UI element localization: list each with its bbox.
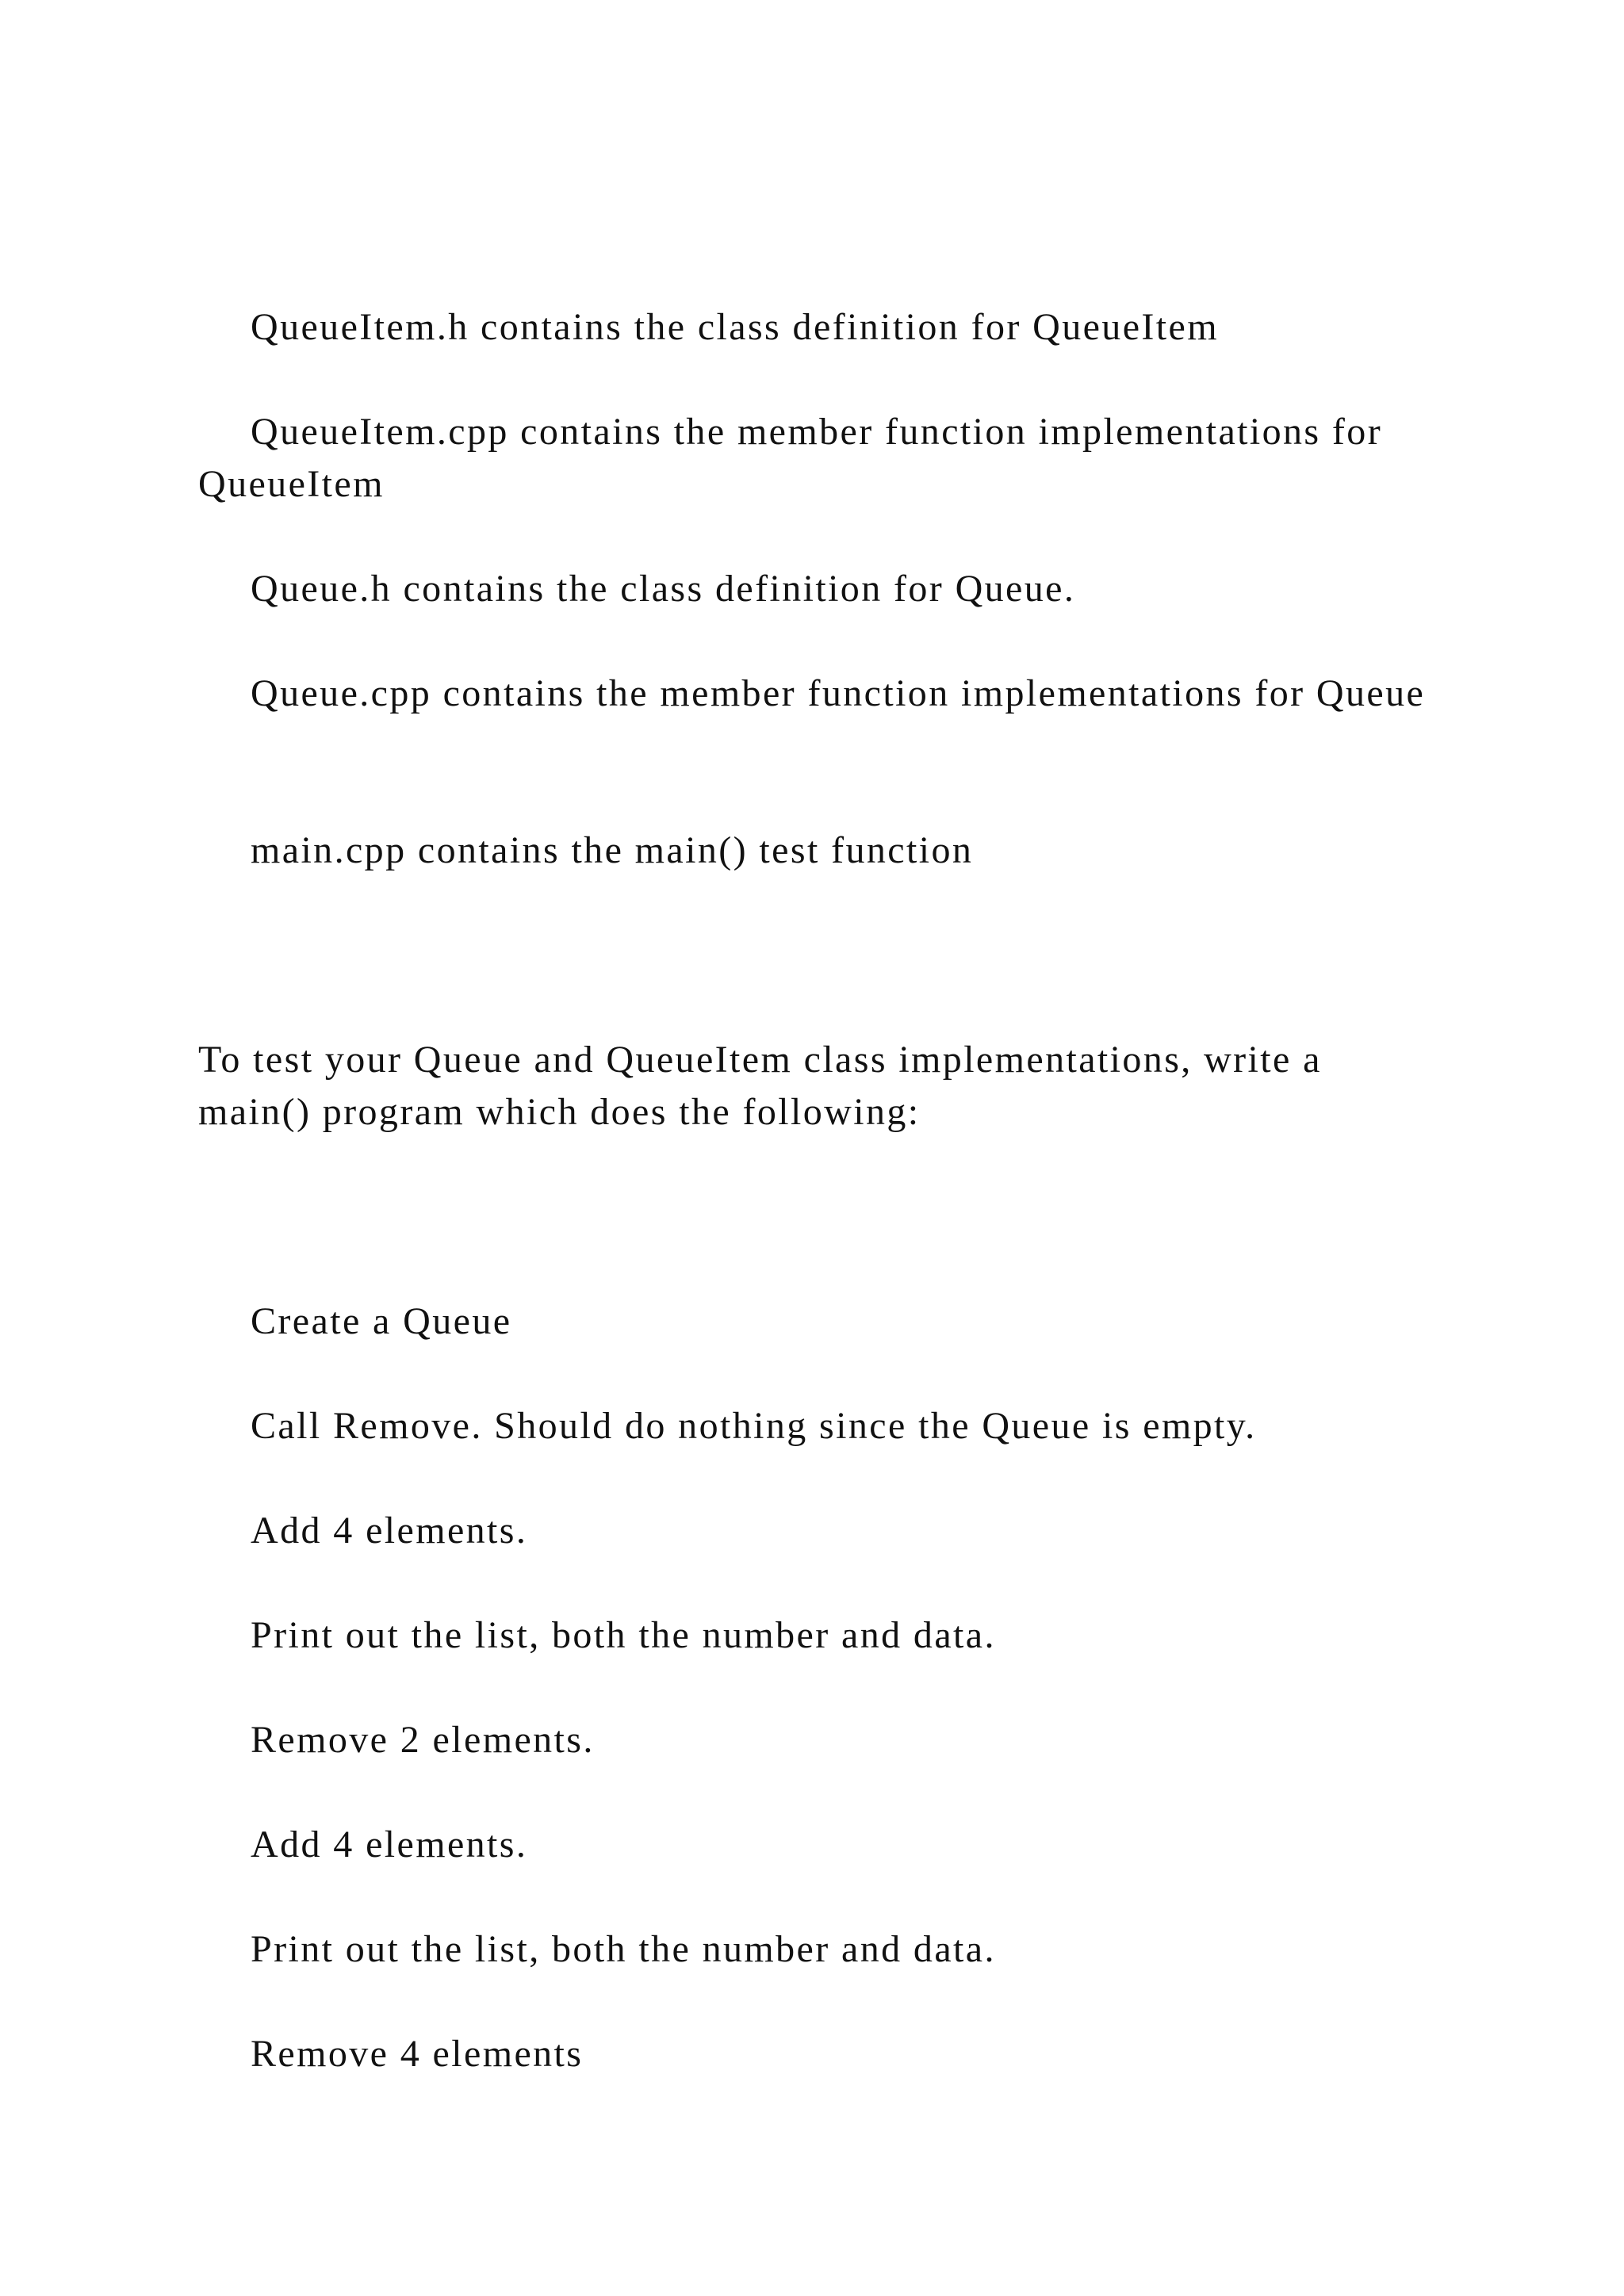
paragraph-queue-cpp: Queue.cpp contains the member function implementations for Queue [251, 672, 1426, 714]
step-create-queue: Create a Queue [251, 1300, 512, 1342]
paragraph-test-instructions: To test your Queue and QueueItem class implementations, write a main() program which does the following: [198, 1039, 1322, 1133]
step-call-remove: Call Remove. Should do nothing since the Queue is empty. [251, 1405, 1257, 1447]
step-remove-2-elements: Remove 2 elements. [251, 1719, 595, 1761]
step-print-list: Print out the list, both the number and data. [251, 1614, 996, 1656]
step-add-4-elements: Add 4 elements. [251, 1510, 528, 1552]
step-print-list-again: Print out the list, both the number and data. [251, 1928, 996, 1970]
paragraph-queue-h: Queue.h contains the class definition for Queue. [251, 568, 1076, 610]
step-add-4-elements-again: Add 4 elements. [251, 1823, 528, 1866]
paragraph-main-cpp: main.cpp contains the main() test function [251, 829, 974, 871]
paragraph-queueitem-cpp: QueueItem.cpp contains the member function implementations for QueueItem [198, 411, 1383, 505]
paragraph-queueitem-h: QueueItem.h contains the class definition for QueueItem [251, 306, 1219, 348]
step-remove-4-elements: Remove 4 elements [251, 2033, 584, 2075]
